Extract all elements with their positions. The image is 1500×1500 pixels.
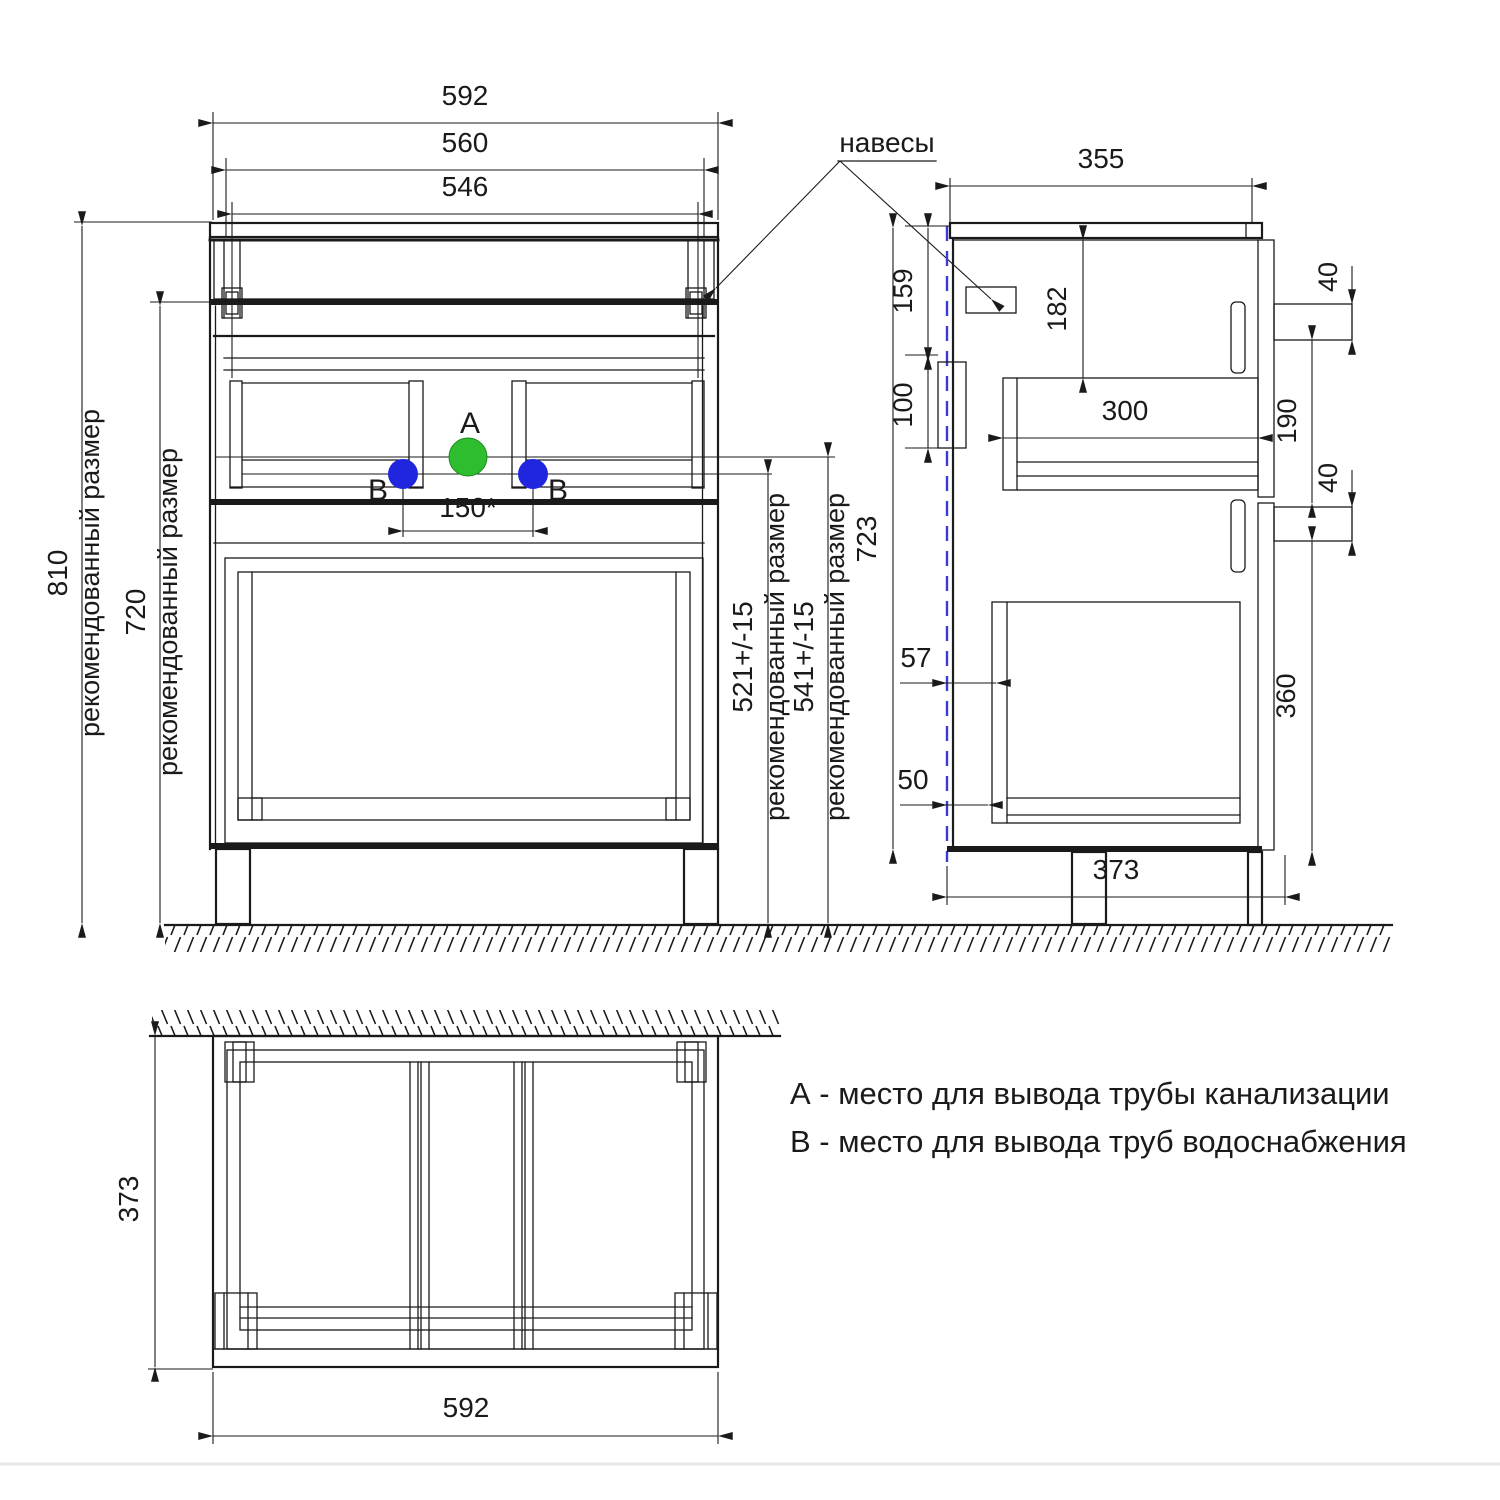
side-hanger-bracket — [966, 287, 1016, 313]
supply-outlet-point-right — [518, 459, 548, 489]
dim-top-section: 182 — [1042, 286, 1072, 332]
dim-front-width-carcass: 560 — [441, 127, 489, 158]
dim-supply-height: 541+/-15 — [788, 601, 819, 713]
label-recommended-810: рекомендованный размер — [75, 409, 105, 737]
dim-pipe-spacing: 150* — [439, 492, 497, 523]
side-leg-front — [1248, 852, 1262, 925]
drawer-front-panel — [1258, 240, 1274, 497]
dim-body-height: 723 — [851, 515, 882, 563]
label-recommended-521: рекомендованный размер — [760, 493, 790, 821]
dim-base-depth: 373 — [1092, 854, 1140, 885]
handle-bottom — [1274, 507, 1352, 541]
dim-plan-width: 592 — [442, 1392, 490, 1423]
dim-plan-depth: 373 — [113, 1175, 144, 1223]
wall-hatch — [150, 1010, 780, 1036]
dim-rail-height: 100 — [888, 382, 918, 428]
front-leg-left — [216, 849, 250, 924]
front-leg-right — [684, 849, 718, 924]
label-point-a: A — [459, 407, 481, 440]
floor-hatch — [165, 925, 1392, 952]
side-door-box-bottom — [992, 602, 1240, 823]
dim-door-height: 360 — [1271, 673, 1301, 719]
label-point-b-left: B — [367, 474, 389, 507]
dim-drawer-depth: 300 — [1101, 395, 1149, 426]
plan-legs — [215, 1293, 717, 1349]
dim-height-carcass: 720 — [120, 588, 151, 636]
drain-outlet-point — [449, 438, 487, 476]
handle-recess-top — [1231, 302, 1245, 373]
dim-handle-gap: 190 — [1272, 398, 1302, 444]
dim-handle-bottom: 40 — [1313, 462, 1343, 494]
label-recommended-720: рекомендованный размер — [153, 448, 183, 776]
dim-handle-top: 40 — [1313, 261, 1343, 293]
handle-recess-bottom — [1231, 500, 1245, 572]
label-recommended-541: рекомендованный размер — [820, 493, 850, 821]
dim-front-width-opening: 546 — [441, 171, 489, 202]
bottom-view — [113, 1010, 780, 1444]
dim-drain-height: 521+/-15 — [727, 601, 758, 713]
handle-top — [1274, 304, 1352, 340]
dim-side-depth: 355 — [1077, 143, 1125, 174]
side-view — [851, 143, 1352, 925]
legend-point-b: В - место для вывода труб водоснабжения — [790, 1124, 1407, 1159]
dim-height-recommended: 810 — [42, 549, 73, 597]
lower-door — [225, 558, 703, 843]
callout-hangers-label: навесы — [839, 127, 935, 158]
front-view — [42, 80, 850, 924]
dim-back-gap: 57 — [900, 642, 932, 673]
dim-front-width-overall: 592 — [441, 80, 489, 111]
dim-bottom-gap: 50 — [897, 764, 929, 795]
legend-point-a: А - место для вывода трубы канализации — [790, 1076, 1390, 1111]
legend — [790, 1076, 1407, 1159]
plan-dividers — [410, 1062, 533, 1349]
dim-hanger-drop: 159 — [888, 268, 918, 314]
label-point-b-right: B — [547, 474, 569, 507]
supply-outlet-point-left — [388, 459, 418, 489]
